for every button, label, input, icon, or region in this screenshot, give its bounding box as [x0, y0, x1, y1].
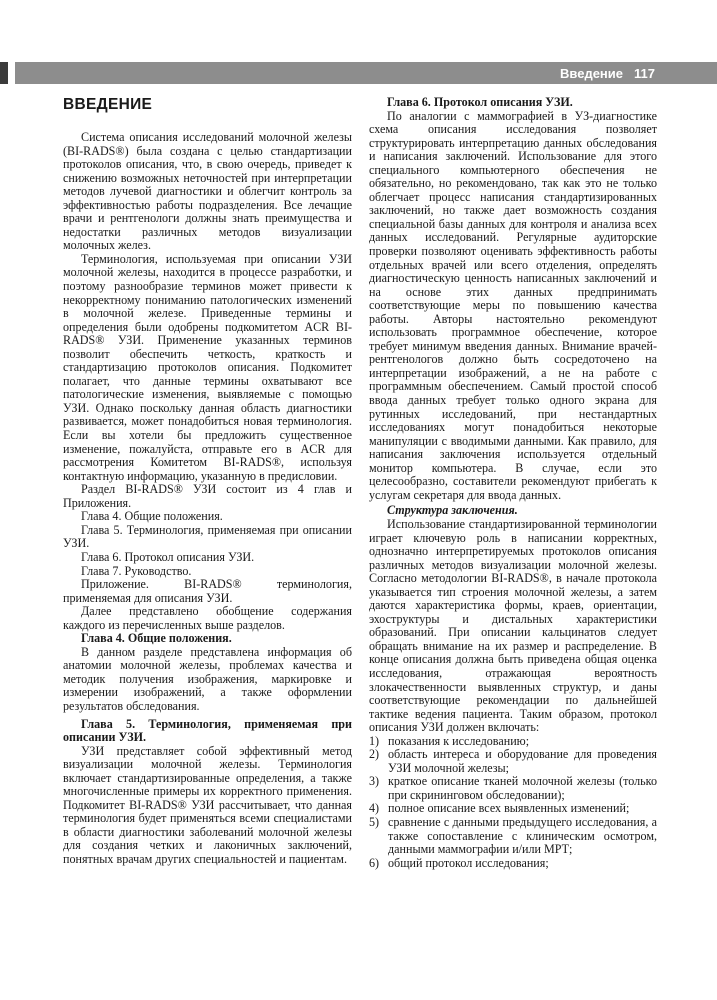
paragraph-report-structure: Использование стандартизированной терминологии играет ключевую роль в написании корректных, однозначно интерпретируемых протоколов описания различных методов визуализации молочной железы. Согласно методологии BI-RADS®, в начале протокола указывается тип строения молочной железы, а затем даются характеристика формы, краев, ориентации, эхоструктуры и дистальных характеристики образований. При описании кальцинатов следует обращать внимание на их размер и распределение. В конце описания должна быть приведена общая оценка исследования, отражающая вероятность злокачественности выявленных структур, и даны соответствующие рекомендации по дальнейшей тактике ведения пациента. Таким образом, протокол описания УЗИ должен включать:	[369, 516, 657, 735]
list-item: 2) область интереса и оборудование для проведения УЗИ молочной железы;	[369, 747, 657, 775]
header-band	[15, 62, 717, 84]
paragraph-chapter-5: УЗИ представляет собой эффективный метод визуализации молочной железы. Терминология включает стандартизированные определения, а также многочисленные примеры их корректного применения. Подкомитет BI-RADS® УЗИ рассчитывает, что данная терминология будет применяться всеми специалистами в области диагностики заболеваний молочной железы для создания четких и лаконичных заключений, понятных врачам других специальностей и пациентам.	[63, 743, 352, 866]
subheading-report-structure: Структура заключения.	[387, 503, 518, 518]
right-column	[369, 96, 657, 870]
toc-appendix: Приложение. BI-RADS® терминология, применяемая для описания УЗИ.	[63, 577, 352, 605]
heading-chapter-6: Глава 6. Протокол описания УЗИ.	[387, 95, 573, 109]
list-item: 1) показания к исследованию;	[369, 733, 530, 748]
header-section-title: Введение	[560, 65, 624, 81]
list-item: 6) общий протокол исследования;	[369, 855, 549, 870]
paragraph-birads-purpose: Система описания исследований молочной железы (BI-RADS®) была создана с целью стандартизации протоколов описания, что, в свою очередь, приведет к снижению возможных неточностей при интерпретации методов лучевой диагностики и облегчит контроль за эффективностью работы подразделения. Все лечащие врачи и рентгенологи должны знать преимущества и недостатки различных методов визуализации молочных желез.	[63, 130, 352, 253]
left-column	[63, 96, 352, 867]
toc-chapter-4: Глава 4. Общие положения.	[81, 509, 223, 524]
toc-chapter-7: Глава 7. Руководство.	[81, 563, 192, 578]
running-header	[0, 62, 717, 84]
paragraph-chapter-6: По аналогии с маммографией в УЗ-диагностике схема описания исследования позволяет структурировать интерпретацию данных обследования и написания заключений. Использование для этого специального компьютерного обеспечения не обязательно, но рекомендовано, так как это не только облегчает процесс написания стандартизированных заключений, но также дает возможность создания специальной базы данных для контроля и анализа всех данных исследований. Регулярные аудиторские проверки позволяют оценивать эффективность работы отдельных врачей или всего отделения, определять диагностическую ценность написанных заключений и на основе этих данных предпринимать соответствующие меры по повышению качества работы. Авторы настоятельно рекомендуют использовать программное обеспечение, которое требует минимум введения данных. Внимание врачей-рентгенологов должно быть сосредоточено на интерпретации изображений, а не на работе с программным обеспечением. Самый простой способ ввода данных требует только одного экрана для рутинных исследований, при нестандартных исследованиях могут понадобиться некоторые манипуляции с вводимыми данными. Как правило, для написания заключения используется отдельный монитор компьютера. В случае, если это целесообразно, составители рекомендуют прибегать к услугам секретаря для ввода данных.	[369, 108, 657, 502]
page-number: 117	[634, 65, 655, 81]
heading-chapter-4: Глава 4. Общие положения.	[81, 631, 232, 646]
toc-chapter-6: Глава 6. Протокол описания УЗИ.	[81, 549, 255, 564]
paragraph-terminology: Терминология, используемая при описании УЗИ молочной железы, находится в процессе разработки, и поэтому разнообразие терминов может привести к некорректному пониманию патологических изменений в молочной железе. Приведенные термины и определения были одобрены подкомитетом ACR BI-RADS® УЗИ. Применение указанных терминов позволит обеспечить четкость, краткость и стандартизацию протоколов описания. Подкомитет полагает, что данные термины охватывают все патологические изменения, выявляемые с помощью УЗИ. Однако поскольку данная область диагностики развивается, может понадобиться новая терминология. Если вы хотели бы предложить существенное изменение, пожалуйста, отправьте его в ACR для рассмотрения Комитетом BI-RADS®, используя контактную информацию, указанную в предисловии.	[63, 251, 352, 483]
page-title: ВВЕДЕНИЕ	[63, 96, 153, 113]
paragraph-structure: Раздел BI-RADS® УЗИ состоит из 4 глав и Приложения.	[63, 482, 352, 510]
toc-chapter-5: Глава 5. Терминология, применяемая при описании УЗИ.	[63, 522, 352, 551]
list-item: 3) краткое описание тканей молочной железы (только при скрининговом обследовании);	[369, 774, 657, 802]
paragraph-summary-intro: Далее представлено обобщение содержания каждого из перечисленных выше разделов.	[63, 604, 352, 632]
heading-chapter-5: Глава 5. Терминология, применяемая при описании УЗИ.	[63, 716, 352, 745]
list-item: 5) сравнение с данными предыдущего исследования, а также сопоставление с клиническим осмотром, данными маммографии и/или МРТ;	[369, 814, 657, 857]
report-contents-list	[369, 735, 657, 870]
paragraph-chapter-4: В данном разделе представлена информация об анатомии молочной железы, проблемах качества и методик получения изображения, маркировке и измерении изображений, а также оформлении результатов обследования.	[63, 644, 352, 713]
list-item: 4) полное описание всех выявленных изменений;	[369, 801, 630, 816]
header-accent-block	[0, 62, 8, 84]
